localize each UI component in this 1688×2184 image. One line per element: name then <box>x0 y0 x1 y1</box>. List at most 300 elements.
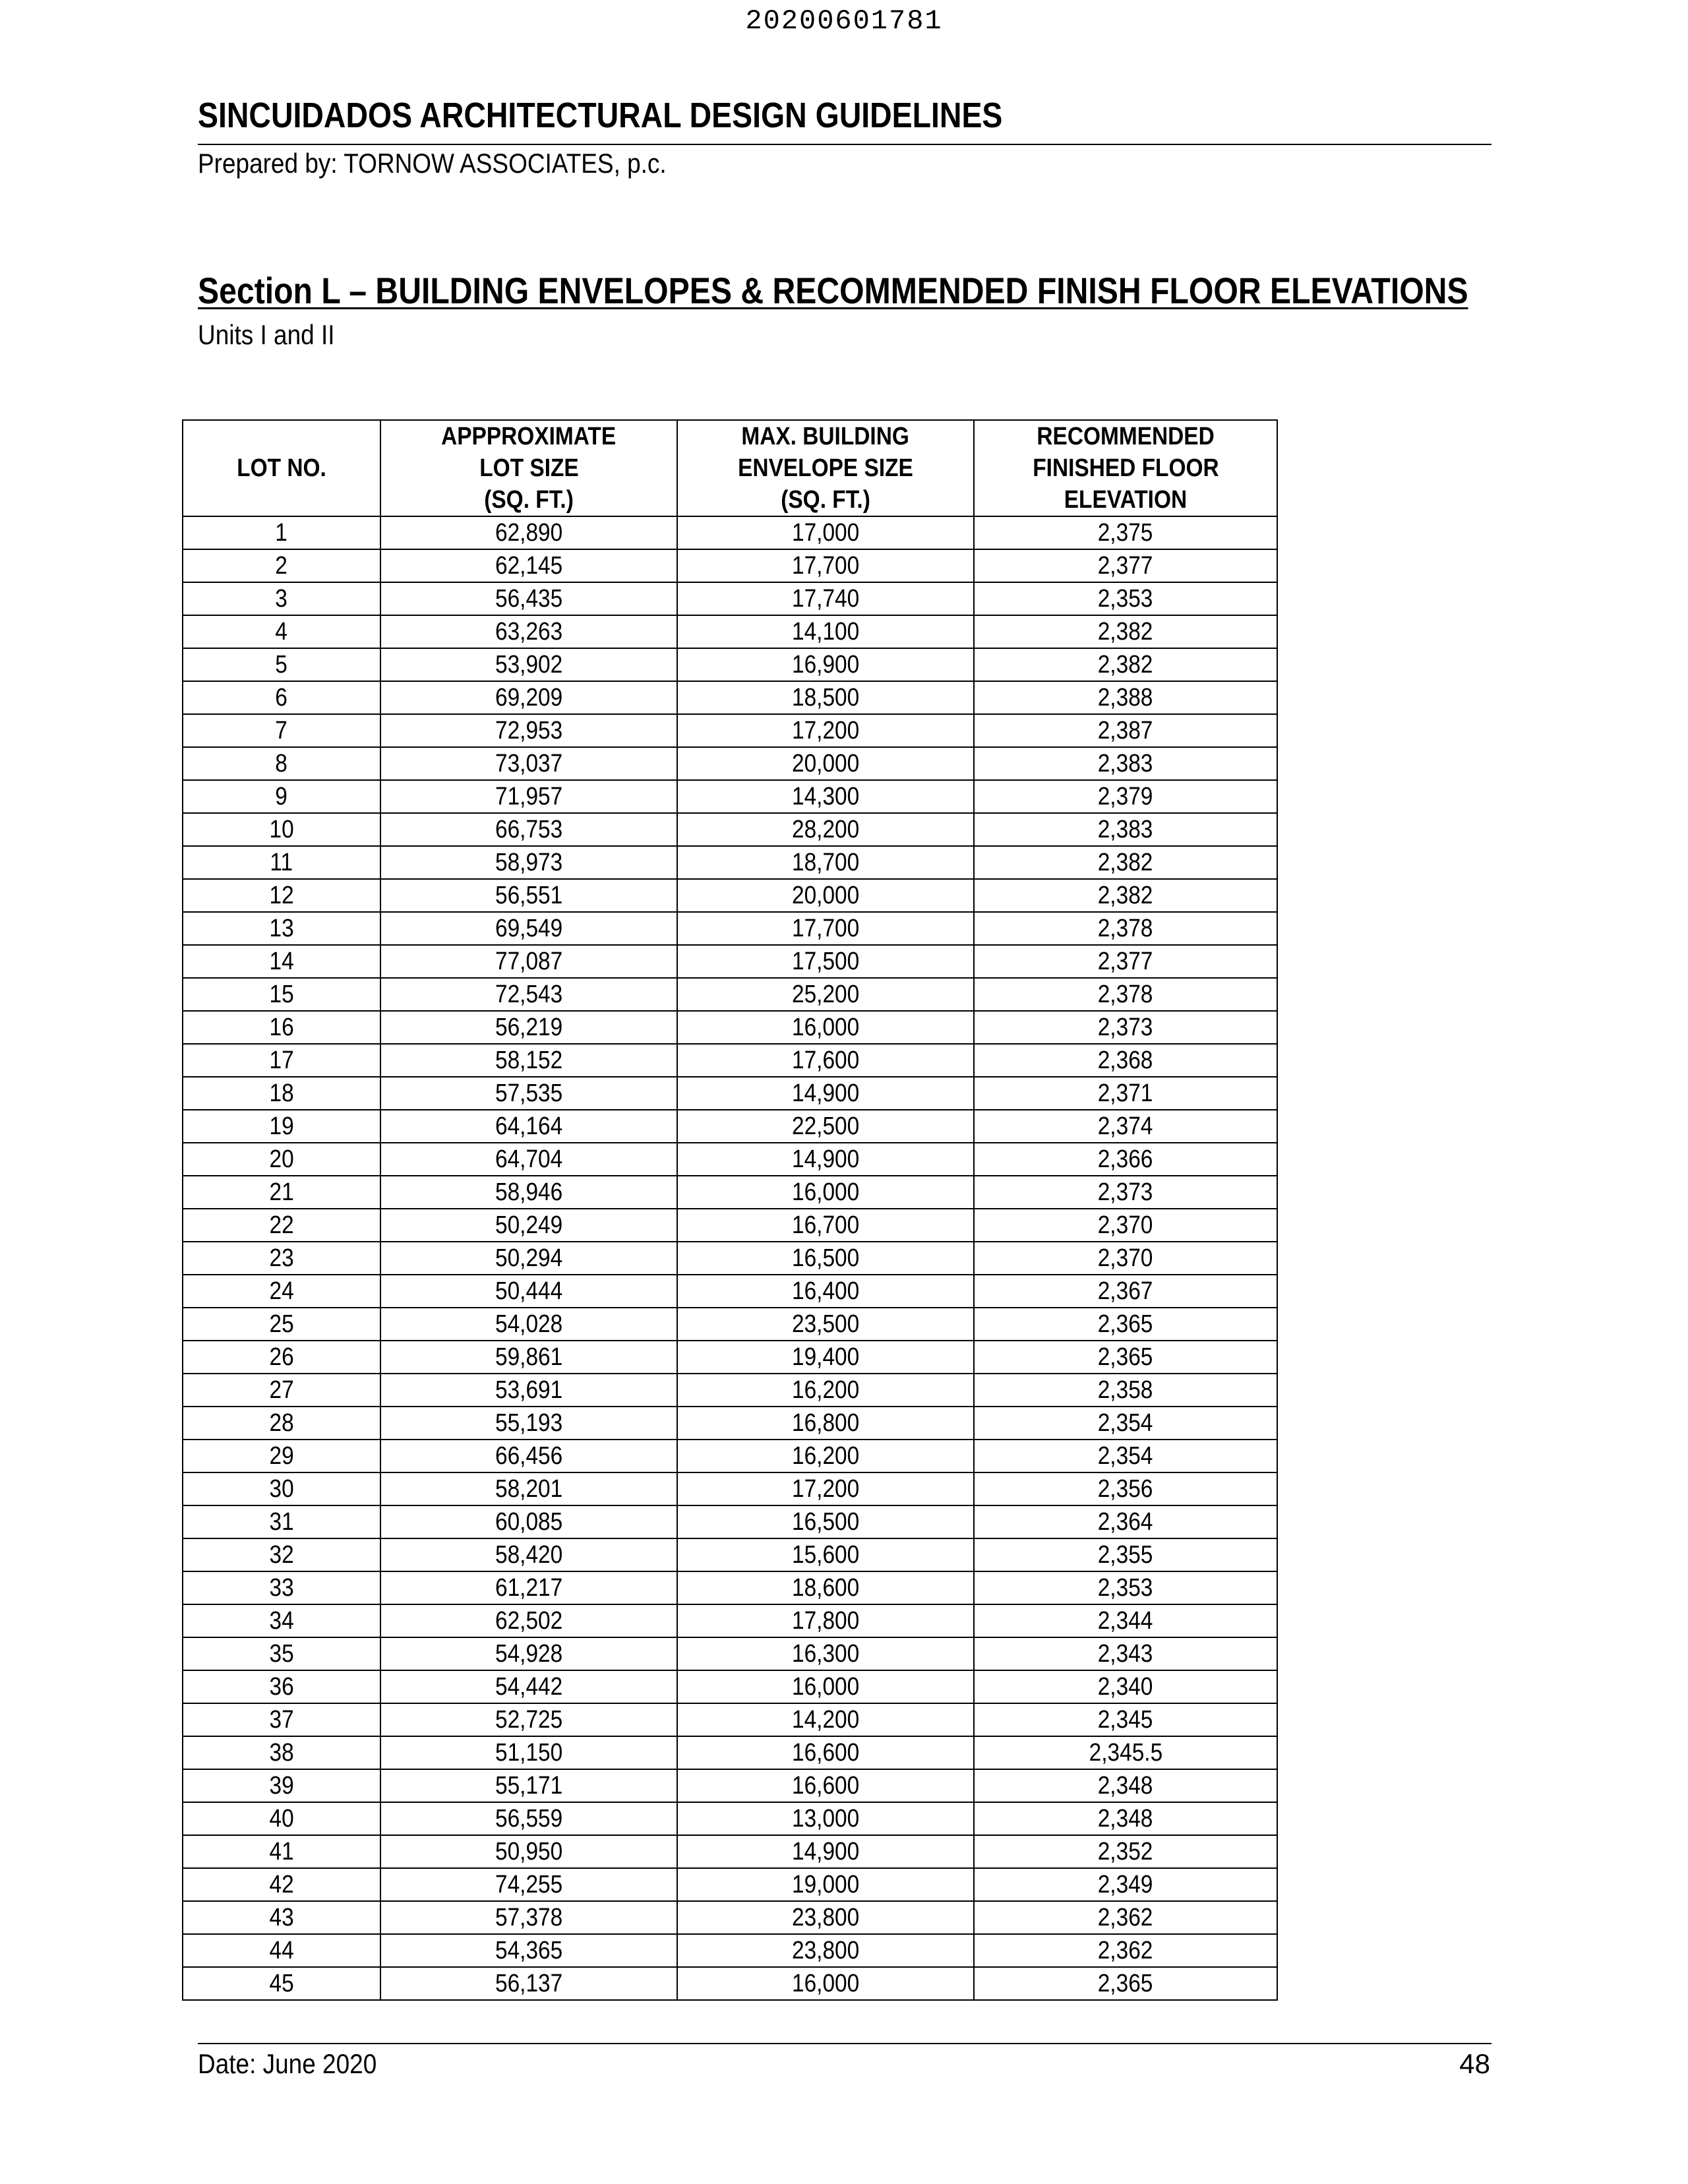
envelope-size-cell <box>677 1077 974 1110</box>
floor-elevation-value: 2,344 <box>1098 1607 1153 1635</box>
lot-number-value: 13 <box>269 915 294 942</box>
envelope-size-value: 20,000 <box>791 750 860 777</box>
floor-elevation-value: 2,348 <box>1098 1772 1153 1800</box>
floor-elevation-cell <box>974 681 1277 714</box>
lot-size-value: 50,950 <box>495 1838 563 1866</box>
envelope-size-value: 19,400 <box>791 1343 860 1371</box>
envelope-size-cell <box>677 1143 974 1176</box>
floor-elevation-cell <box>974 714 1277 747</box>
lot-size-cell <box>380 1242 677 1275</box>
header-envelope-size-line-1: MAX. BUILDING <box>741 423 910 450</box>
envelope-size-cell <box>677 780 974 813</box>
floor-elevation-cell <box>974 1472 1277 1505</box>
lot-number-cell <box>183 549 380 582</box>
prepared-by: Prepared by: TORNOW ASSOCIATES, p.c. <box>198 148 667 179</box>
floor-elevation-value: 2,364 <box>1098 1508 1153 1536</box>
table-row <box>183 516 1277 549</box>
table-row <box>183 681 1277 714</box>
envelope-size-value: 16,600 <box>791 1739 860 1767</box>
lot-number-value: 24 <box>269 1277 294 1305</box>
lot-size-cell <box>380 714 677 747</box>
lot-number-cell <box>183 1374 380 1407</box>
envelope-size-cell <box>677 1505 974 1538</box>
header-envelope-size <box>677 420 974 516</box>
floor-elevation-value: 2,349 <box>1098 1871 1153 1898</box>
lot-size-cell <box>380 912 677 945</box>
footer-divider <box>198 2043 1492 2044</box>
table-row <box>183 1176 1277 1209</box>
lot-number-cell <box>183 1934 380 1967</box>
envelope-size-value: 14,900 <box>791 1838 860 1866</box>
envelope-size-cell <box>677 978 974 1011</box>
envelope-size-cell <box>677 1110 974 1143</box>
envelope-size-cell <box>677 1637 974 1670</box>
floor-elevation-cell <box>974 1637 1277 1670</box>
floor-elevation-value: 2,370 <box>1098 1244 1153 1272</box>
table-row <box>183 1901 1277 1934</box>
floor-elevation-cell <box>974 1407 1277 1440</box>
lot-number-value: 39 <box>269 1772 294 1800</box>
table-row <box>183 879 1277 912</box>
lot-size-cell <box>380 1110 677 1143</box>
table-row <box>183 1011 1277 1044</box>
lot-number-value: 22 <box>269 1211 294 1239</box>
floor-elevation-value: 2,362 <box>1098 1904 1153 1931</box>
lot-number-value: 1 <box>275 519 288 547</box>
floor-elevation-value: 2,382 <box>1098 618 1153 646</box>
lot-number-value: 17 <box>269 1046 294 1074</box>
floor-elevation-value: 2,355 <box>1098 1541 1153 1569</box>
lot-number-cell <box>183 780 380 813</box>
lot-number-value: 45 <box>269 1970 294 1997</box>
lot-size-value: 57,378 <box>495 1904 563 1931</box>
lot-number-value: 43 <box>269 1904 294 1931</box>
table-row <box>183 1505 1277 1538</box>
table-row <box>183 1571 1277 1604</box>
floor-elevation-value: 2,358 <box>1098 1376 1153 1404</box>
lot-number-cell <box>183 1901 380 1934</box>
lot-size-value: 58,973 <box>495 849 563 876</box>
lot-number-cell <box>183 516 380 549</box>
lot-number-cell <box>183 648 380 681</box>
floor-elevation-cell <box>974 648 1277 681</box>
lot-size-cell <box>380 648 677 681</box>
footer-date: Date: June 2020 <box>198 2048 377 2079</box>
table-row <box>183 1143 1277 1176</box>
floor-elevation-value: 2,382 <box>1098 651 1153 679</box>
envelope-size-cell <box>677 648 974 681</box>
lot-size-cell <box>380 1538 677 1571</box>
lot-size-value: 69,549 <box>495 915 563 942</box>
lot-size-value: 53,902 <box>495 651 563 679</box>
lot-number-cell <box>183 1143 380 1176</box>
envelope-size-value: 23,800 <box>791 1904 860 1931</box>
lot-size-cell <box>380 1934 677 1967</box>
lot-number-value: 8 <box>275 750 288 777</box>
table-header-row <box>183 420 1277 516</box>
floor-elevation-cell <box>974 1374 1277 1407</box>
lot-number-cell <box>183 813 380 846</box>
lot-number-cell <box>183 1637 380 1670</box>
floor-elevation-value: 2,343 <box>1098 1640 1153 1668</box>
lot-number-value: 7 <box>275 717 288 744</box>
floor-elevation-value: 2,371 <box>1098 1079 1153 1107</box>
envelope-size-cell <box>677 582 974 615</box>
lot-size-value: 56,551 <box>495 882 563 909</box>
lot-size-value: 54,365 <box>495 1937 563 1964</box>
lot-number-value: 14 <box>269 948 294 975</box>
envelope-size-value: 22,500 <box>791 1112 860 1140</box>
envelope-size-value: 17,800 <box>791 1607 860 1635</box>
lot-size-value: 66,456 <box>495 1442 563 1470</box>
table-row <box>183 615 1277 648</box>
lot-size-cell <box>380 549 677 582</box>
envelope-size-cell <box>677 1407 974 1440</box>
lot-size-value: 54,928 <box>495 1640 563 1668</box>
floor-elevation-cell <box>974 780 1277 813</box>
envelope-size-cell <box>677 1308 974 1341</box>
lot-size-value: 53,691 <box>495 1376 563 1404</box>
floor-elevation-value: 2,378 <box>1098 981 1153 1008</box>
lot-size-value: 62,145 <box>495 552 563 580</box>
envelope-size-cell <box>677 1901 974 1934</box>
lot-number-cell <box>183 615 380 648</box>
table-row <box>183 1407 1277 1440</box>
floor-elevation-cell <box>974 945 1277 978</box>
header-lot-no <box>183 420 380 516</box>
envelope-size-value: 15,600 <box>791 1541 860 1569</box>
envelope-size-cell <box>677 516 974 549</box>
envelope-size-cell <box>677 1538 974 1571</box>
lot-size-value: 62,890 <box>495 519 563 547</box>
floor-elevation-value: 2,383 <box>1098 816 1153 843</box>
lot-size-cell <box>380 1143 677 1176</box>
header-envelope-size-line-2: ENVELOPE SIZE <box>738 454 913 482</box>
envelope-size-value: 18,600 <box>791 1574 860 1602</box>
lot-number-cell <box>183 879 380 912</box>
lot-size-value: 58,420 <box>495 1541 563 1569</box>
table-row <box>183 846 1277 879</box>
floor-elevation-value: 2,354 <box>1098 1409 1153 1437</box>
lot-size-cell <box>380 681 677 714</box>
table-row <box>183 1604 1277 1637</box>
lot-size-cell <box>380 1505 677 1538</box>
lot-number-cell <box>183 1868 380 1901</box>
table-row <box>183 1242 1277 1275</box>
table-row <box>183 1440 1277 1472</box>
lot-number-value: 26 <box>269 1343 294 1371</box>
lot-size-cell <box>380 1176 677 1209</box>
lot-number-cell <box>183 1407 380 1440</box>
envelope-size-value: 16,400 <box>791 1277 860 1305</box>
lot-size-cell <box>380 1868 677 1901</box>
envelope-size-value: 17,600 <box>791 1046 860 1074</box>
lot-number-value: 12 <box>269 882 294 909</box>
envelope-size-value: 25,200 <box>791 981 860 1008</box>
envelope-size-cell <box>677 1209 974 1242</box>
lot-size-value: 50,294 <box>495 1244 563 1272</box>
floor-elevation-cell <box>974 879 1277 912</box>
envelope-size-cell <box>677 1670 974 1703</box>
header-floor-elevation-line-3: ELEVATION <box>1064 486 1188 514</box>
floor-elevation-value: 2,367 <box>1098 1277 1153 1305</box>
floor-elevation-value: 2,388 <box>1098 684 1153 712</box>
lot-number-cell <box>183 714 380 747</box>
lot-size-value: 62,502 <box>495 1607 563 1635</box>
table-row <box>183 1110 1277 1143</box>
envelope-size-value: 17,700 <box>791 552 860 580</box>
header-lot-size-line-3: (SQ. FT.) <box>484 486 574 514</box>
floor-elevation-value: 2,368 <box>1098 1046 1153 1074</box>
lot-size-cell <box>380 879 677 912</box>
floor-elevation-cell <box>974 912 1277 945</box>
lot-size-value: 77,087 <box>495 948 563 975</box>
envelope-size-value: 16,000 <box>791 1014 860 1041</box>
floor-elevation-cell <box>974 1110 1277 1143</box>
floor-elevation-cell <box>974 846 1277 879</box>
floor-elevation-value: 2,356 <box>1098 1475 1153 1503</box>
envelope-size-value: 16,000 <box>791 1178 860 1206</box>
lot-size-cell <box>380 516 677 549</box>
floor-elevation-cell <box>974 1901 1277 1934</box>
table-row <box>183 1209 1277 1242</box>
envelope-size-value: 23,500 <box>791 1310 860 1338</box>
lot-number-value: 10 <box>269 816 294 843</box>
envelope-size-cell <box>677 1374 974 1407</box>
floor-elevation-value: 2,387 <box>1098 717 1153 744</box>
lot-size-value: 58,946 <box>495 1178 563 1206</box>
table-row <box>183 1670 1277 1703</box>
floor-elevation-value: 2,366 <box>1098 1145 1153 1173</box>
lot-size-value: 54,028 <box>495 1310 563 1338</box>
lot-number-value: 15 <box>269 981 294 1008</box>
lot-number-value: 23 <box>269 1244 294 1272</box>
floor-elevation-value: 2,353 <box>1098 585 1153 613</box>
envelope-size-cell <box>677 1934 974 1967</box>
lot-size-value: 61,217 <box>495 1574 563 1602</box>
table-row <box>183 1374 1277 1407</box>
envelope-size-cell <box>677 1275 974 1308</box>
header-floor-elevation-line-2: FINISHED FLOOR <box>1032 454 1219 482</box>
lot-size-value: 72,953 <box>495 717 563 744</box>
envelope-size-value: 16,000 <box>791 1970 860 1997</box>
envelope-size-value: 16,200 <box>791 1376 860 1404</box>
floor-elevation-cell <box>974 1209 1277 1242</box>
floor-elevation-cell <box>974 978 1277 1011</box>
lot-size-value: 59,861 <box>495 1343 563 1371</box>
table-row <box>183 1835 1277 1868</box>
floor-elevation-cell <box>974 549 1277 582</box>
lot-number-cell <box>183 1538 380 1571</box>
lot-number-value: 5 <box>275 651 288 679</box>
lot-size-value: 73,037 <box>495 750 563 777</box>
floor-elevation-cell <box>974 1011 1277 1044</box>
lot-size-value: 56,559 <box>495 1805 563 1833</box>
lot-size-cell <box>380 1604 677 1637</box>
envelope-size-value: 17,200 <box>791 1475 860 1503</box>
envelope-size-cell <box>677 945 974 978</box>
lot-number-value: 25 <box>269 1310 294 1338</box>
envelope-size-cell <box>677 1242 974 1275</box>
lot-size-value: 50,249 <box>495 1211 563 1239</box>
floor-elevation-cell <box>974 1505 1277 1538</box>
lot-number-cell <box>183 1011 380 1044</box>
lot-size-cell <box>380 582 677 615</box>
floor-elevation-value: 2,370 <box>1098 1211 1153 1239</box>
lot-number-value: 20 <box>269 1145 294 1173</box>
lot-number-value: 32 <box>269 1541 294 1569</box>
lot-size-cell <box>380 1308 677 1341</box>
lot-number-value: 27 <box>269 1376 294 1404</box>
lot-size-value: 54,442 <box>495 1673 563 1701</box>
floor-elevation-value: 2,365 <box>1098 1310 1153 1338</box>
envelope-size-value: 16,600 <box>791 1772 860 1800</box>
floor-elevation-value: 2,382 <box>1098 849 1153 876</box>
document-number: 20200601781 <box>745 5 943 37</box>
lot-size-cell <box>380 1077 677 1110</box>
floor-elevation-value: 2,348 <box>1098 1805 1153 1833</box>
lot-number-cell <box>183 1440 380 1472</box>
envelope-size-value: 14,100 <box>791 618 860 646</box>
table-row <box>183 912 1277 945</box>
lot-size-cell <box>380 1901 677 1934</box>
envelope-size-value: 14,900 <box>791 1145 860 1173</box>
lot-number-value: 29 <box>269 1442 294 1470</box>
lot-size-cell <box>380 1571 677 1604</box>
lot-size-value: 69,209 <box>495 684 563 712</box>
table-row <box>183 747 1277 780</box>
lot-size-value: 50,444 <box>495 1277 563 1305</box>
lot-number-value: 38 <box>269 1739 294 1767</box>
floor-elevation-cell <box>974 1769 1277 1802</box>
lot-size-value: 74,255 <box>495 1871 563 1898</box>
table-row <box>183 1868 1277 1901</box>
table-row <box>183 549 1277 582</box>
floor-elevation-value: 2,383 <box>1098 750 1153 777</box>
lot-number-cell <box>183 1604 380 1637</box>
envelope-size-cell <box>677 1967 974 2000</box>
floor-elevation-value: 2,354 <box>1098 1442 1153 1470</box>
lot-size-cell <box>380 1967 677 2000</box>
table-row <box>183 780 1277 813</box>
lot-number-cell <box>183 1110 380 1143</box>
lot-number-cell <box>183 1703 380 1736</box>
floor-elevation-cell <box>974 1802 1277 1835</box>
lot-number-cell <box>183 1209 380 1242</box>
lot-number-cell <box>183 1341 380 1374</box>
floor-elevation-value: 2,365 <box>1098 1343 1153 1371</box>
lot-number-cell <box>183 1835 380 1868</box>
table-row <box>183 978 1277 1011</box>
envelope-size-cell <box>677 1703 974 1736</box>
envelope-size-value: 16,200 <box>791 1442 860 1470</box>
table-row <box>183 1703 1277 1736</box>
floor-elevation-value: 2,352 <box>1098 1838 1153 1866</box>
envelope-size-cell <box>677 714 974 747</box>
envelope-size-cell <box>677 1341 974 1374</box>
lot-number-cell <box>183 681 380 714</box>
envelope-size-value: 16,700 <box>791 1211 860 1239</box>
lot-size-cell <box>380 978 677 1011</box>
table-row <box>183 1044 1277 1077</box>
floor-elevation-value: 2,362 <box>1098 1937 1153 1964</box>
floor-elevation-value: 2,353 <box>1098 1574 1153 1602</box>
page-number: 48 <box>1459 2048 1490 2079</box>
floor-elevation-cell <box>974 1044 1277 1077</box>
lot-size-value: 56,219 <box>495 1014 563 1041</box>
floor-elevation-cell <box>974 1341 1277 1374</box>
table-row <box>183 1934 1277 1967</box>
header-lot-no-line-1: LOT NO. <box>237 454 326 482</box>
lot-number-value: 30 <box>269 1475 294 1503</box>
lot-number-cell <box>183 945 380 978</box>
lot-number-cell <box>183 1736 380 1769</box>
envelope-size-value: 14,200 <box>791 1706 860 1734</box>
lot-size-cell <box>380 1374 677 1407</box>
floor-elevation-cell <box>974 1934 1277 1967</box>
lot-number-cell <box>183 1242 380 1275</box>
lot-number-cell <box>183 1571 380 1604</box>
lot-number-cell <box>183 1670 380 1703</box>
envelope-size-value: 16,000 <box>791 1673 860 1701</box>
lot-number-cell <box>183 1176 380 1209</box>
lot-number-value: 9 <box>275 783 288 810</box>
lot-size-value: 58,201 <box>495 1475 563 1503</box>
envelope-size-cell <box>677 747 974 780</box>
envelope-size-value: 17,200 <box>791 717 860 744</box>
floor-elevation-value: 2,365 <box>1098 1970 1153 1997</box>
floor-elevation-value: 2,373 <box>1098 1178 1153 1206</box>
floor-elevation-cell <box>974 1670 1277 1703</box>
lot-size-value: 64,164 <box>495 1112 563 1140</box>
floor-elevation-cell <box>974 582 1277 615</box>
lot-size-cell <box>380 1802 677 1835</box>
table-row <box>183 1637 1277 1670</box>
envelope-size-value: 14,900 <box>791 1079 860 1107</box>
lot-size-value: 66,753 <box>495 816 563 843</box>
lot-number-cell <box>183 978 380 1011</box>
header-lot-size-line-1: APPPROXIMATE <box>441 423 617 450</box>
lot-size-value: 64,704 <box>495 1145 563 1173</box>
lot-size-cell <box>380 1440 677 1472</box>
lot-number-value: 21 <box>269 1178 294 1206</box>
envelope-size-cell <box>677 846 974 879</box>
lot-number-value: 33 <box>269 1574 294 1602</box>
lot-number-cell <box>183 747 380 780</box>
lot-number-value: 37 <box>269 1706 294 1734</box>
table-row <box>183 1967 1277 2000</box>
envelope-size-value: 17,700 <box>791 915 860 942</box>
envelope-size-value: 20,000 <box>791 882 860 909</box>
lot-size-value: 55,171 <box>495 1772 563 1800</box>
lot-size-cell <box>380 1407 677 1440</box>
floor-elevation-cell <box>974 1538 1277 1571</box>
envelope-size-value: 19,000 <box>791 1871 860 1898</box>
floor-elevation-value: 2,382 <box>1098 882 1153 909</box>
envelope-size-value: 16,900 <box>791 651 860 679</box>
lot-size-value: 56,435 <box>495 585 563 613</box>
lot-number-cell <box>183 1769 380 1802</box>
lot-size-cell <box>380 1275 677 1308</box>
table-row <box>183 813 1277 846</box>
floor-elevation-cell <box>974 1440 1277 1472</box>
lot-number-cell <box>183 1308 380 1341</box>
lot-number-value: 18 <box>269 1079 294 1107</box>
envelope-size-value: 23,800 <box>791 1937 860 1964</box>
envelope-size-cell <box>677 1440 974 1472</box>
floor-elevation-cell <box>974 747 1277 780</box>
floor-elevation-value: 2,340 <box>1098 1673 1153 1701</box>
